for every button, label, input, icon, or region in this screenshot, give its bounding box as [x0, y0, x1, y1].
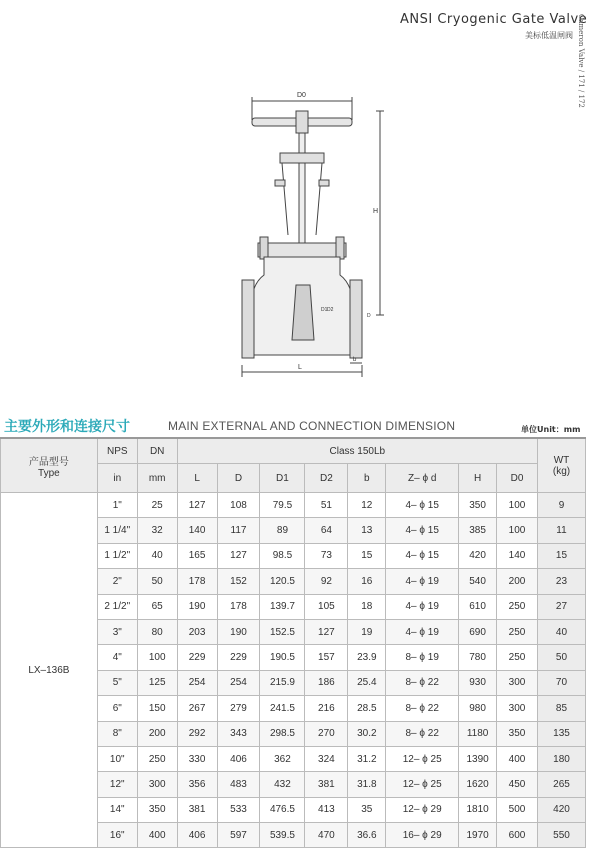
table-cell: 1" — [97, 493, 137, 518]
table-cell: 1810 — [459, 797, 497, 822]
label-l: L — [298, 364, 302, 371]
table-cell: 254 — [217, 670, 260, 695]
table-cell: 215.9 — [260, 670, 305, 695]
table-cell: 30.2 — [348, 721, 386, 746]
table-cell: 79.5 — [260, 493, 305, 518]
table-cell: 406 — [217, 746, 260, 771]
nps-header: NPS — [97, 438, 137, 464]
table-cell: 127 — [305, 619, 348, 644]
label-d2: D2 — [327, 307, 334, 313]
table-cell: 350 — [497, 721, 538, 746]
table-cell: 190 — [177, 594, 217, 619]
table-cell: 381 — [177, 797, 217, 822]
table-cell: 241.5 — [260, 696, 305, 721]
col-d0: D0 — [497, 464, 538, 493]
unit-label: 单位Unit：mm — [521, 425, 581, 434]
table-row — [1, 493, 586, 518]
table-cell: 690 — [459, 619, 497, 644]
table-cell: 92 — [305, 569, 348, 594]
table-cell: 350 — [459, 493, 497, 518]
table-cell: 483 — [217, 772, 260, 797]
table-cell: 31.8 — [348, 772, 386, 797]
table-cell: 500 — [497, 797, 538, 822]
table-cell: 27 — [537, 594, 585, 619]
table-cell: 356 — [177, 772, 217, 797]
table-cell: 400 — [497, 746, 538, 771]
table-cell: 80 — [137, 619, 177, 644]
table-cell: 10" — [97, 746, 137, 771]
table-cell: 597 — [217, 823, 260, 848]
table-cell: 12" — [97, 772, 137, 797]
table-cell: 127 — [177, 493, 217, 518]
col-z: Z– ϕ d — [386, 464, 459, 493]
table-cell: 108 — [217, 493, 260, 518]
table-cell: 539.5 — [260, 823, 305, 848]
table-cell: 8– ϕ 22 — [386, 721, 459, 746]
col-h: H — [459, 464, 497, 493]
table-cell: 16 — [348, 569, 386, 594]
table-cell: 157 — [305, 645, 348, 670]
table-cell: 385 — [459, 518, 497, 543]
table-cell: 31.2 — [348, 746, 386, 771]
table-cell: 16" — [97, 823, 137, 848]
label-h: H — [373, 208, 379, 215]
table-cell: 330 — [177, 746, 217, 771]
table-cell: 120.5 — [260, 569, 305, 594]
table-cell: 127 — [217, 543, 260, 568]
table-cell: 300 — [497, 670, 538, 695]
table-cell: 250 — [497, 619, 538, 644]
table-cell: 2" — [97, 569, 137, 594]
table-cell: 300 — [497, 696, 538, 721]
table-cell: 105 — [305, 594, 348, 619]
dn-header: DN — [137, 438, 177, 464]
table-cell: 780 — [459, 645, 497, 670]
table-cell: 32 — [137, 518, 177, 543]
table-cell: 610 — [459, 594, 497, 619]
table-cell: 216 — [305, 696, 348, 721]
type-header: 产品型号 Type — [1, 438, 98, 493]
table-cell: 406 — [177, 823, 217, 848]
table-cell: 100 — [137, 645, 177, 670]
table-cell: 2 1/2" — [97, 594, 137, 619]
type-cell: LX–136B — [1, 493, 98, 848]
table-cell: 350 — [137, 797, 177, 822]
table-cell: 100 — [497, 518, 538, 543]
table-cell: 200 — [137, 721, 177, 746]
col-d: D — [217, 464, 260, 493]
table-cell: 25.4 — [348, 670, 386, 695]
table-cell: 4– ϕ 19 — [386, 594, 459, 619]
table-cell: 200 — [497, 569, 538, 594]
table-cell: 89 — [260, 518, 305, 543]
table-cell: 400 — [137, 823, 177, 848]
dimension-table — [0, 437, 586, 848]
table-cell: 25 — [137, 493, 177, 518]
table-cell: 381 — [305, 772, 348, 797]
document-title: ANSI Cryogenic Gate Valve — [400, 12, 588, 27]
table-cell: 23 — [537, 569, 585, 594]
table-cell: 152.5 — [260, 619, 305, 644]
table-cell: 265 — [537, 772, 585, 797]
table-cell: 13 — [348, 518, 386, 543]
table-cell: 14" — [97, 797, 137, 822]
table-cell: 267 — [177, 696, 217, 721]
table-cell: 40 — [537, 619, 585, 644]
table-cell: 85 — [537, 696, 585, 721]
table-cell: 9 — [537, 493, 585, 518]
nps-unit: in — [97, 464, 137, 493]
label-d1: D1 — [321, 307, 328, 313]
table-cell: 1390 — [459, 746, 497, 771]
table-cell: 70 — [537, 670, 585, 695]
table-cell: 190 — [217, 619, 260, 644]
col-b: b — [348, 464, 386, 493]
table-cell: 28.5 — [348, 696, 386, 721]
table-cell: 36.6 — [348, 823, 386, 848]
table-cell: 1620 — [459, 772, 497, 797]
table-cell: 165 — [177, 543, 217, 568]
table-cell: 140 — [497, 543, 538, 568]
table-cell: 64 — [305, 518, 348, 543]
table-cell: 11 — [537, 518, 585, 543]
table-cell: 600 — [497, 823, 538, 848]
table-cell: 40 — [137, 543, 177, 568]
table-cell: 98.5 — [260, 543, 305, 568]
table-cell: 1 1/2" — [97, 543, 137, 568]
table-cell: 4– ϕ 19 — [386, 619, 459, 644]
table-cell: 12– ϕ 25 — [386, 772, 459, 797]
wt-header: WT (kg) — [537, 438, 585, 493]
table-cell: 432 — [260, 772, 305, 797]
table-cell: 190.5 — [260, 645, 305, 670]
table-cell: 1 1/4" — [97, 518, 137, 543]
table-cell: 420 — [537, 797, 585, 822]
label-d0: D0 — [297, 92, 306, 99]
table-cell: 186 — [305, 670, 348, 695]
table-cell: 100 — [497, 493, 538, 518]
table-cell: 980 — [459, 696, 497, 721]
table-cell: 270 — [305, 721, 348, 746]
table-cell: 930 — [459, 670, 497, 695]
label-b: b — [353, 357, 357, 363]
table-cell: 279 — [217, 696, 260, 721]
table-cell: 150 — [137, 696, 177, 721]
table-cell: 229 — [177, 645, 217, 670]
col-l: L — [177, 464, 217, 493]
table-cell: 3" — [97, 619, 137, 644]
table-cell: 1970 — [459, 823, 497, 848]
table-cell: 476.5 — [260, 797, 305, 822]
table-cell: 35 — [348, 797, 386, 822]
table-cell: 300 — [137, 772, 177, 797]
table-cell: 73 — [305, 543, 348, 568]
table-cell: 343 — [217, 721, 260, 746]
table-cell: 12– ϕ 29 — [386, 797, 459, 822]
table-cell: 12 — [348, 493, 386, 518]
table-cell: 8– ϕ 22 — [386, 670, 459, 695]
table-cell: 4– ϕ 15 — [386, 518, 459, 543]
table-cell: 362 — [260, 746, 305, 771]
col-d2: D2 — [305, 464, 348, 493]
table-cell: 229 — [217, 645, 260, 670]
table-cell: 540 — [459, 569, 497, 594]
table-cell: 250 — [137, 746, 177, 771]
table-cell: 420 — [459, 543, 497, 568]
table-cell: 8" — [97, 721, 137, 746]
table-cell: 140 — [177, 518, 217, 543]
table-cell: 550 — [537, 823, 585, 848]
table-cell: 135 — [537, 721, 585, 746]
dn-unit: mm — [137, 464, 177, 493]
table-cell: 4– ϕ 19 — [386, 569, 459, 594]
table-cell: 250 — [497, 594, 538, 619]
table-cell: 23.9 — [348, 645, 386, 670]
table-cell: 203 — [177, 619, 217, 644]
document-subtitle: 美标低温闸阀 — [525, 31, 573, 40]
table-cell: 50 — [537, 645, 585, 670]
section-title-cn: 主要外形和连接尺寸 — [4, 419, 130, 435]
table-cell: 152 — [217, 569, 260, 594]
table-cell: 5" — [97, 670, 137, 695]
gate-valve-drawing — [230, 85, 390, 380]
table-cell: 180 — [537, 746, 585, 771]
table-cell: 413 — [305, 797, 348, 822]
table-cell: 51 — [305, 493, 348, 518]
table-cell: 16– ϕ 29 — [386, 823, 459, 848]
table-cell: 450 — [497, 772, 538, 797]
table-cell: 15 — [348, 543, 386, 568]
table-cell: 65 — [137, 594, 177, 619]
table-cell: 4– ϕ 15 — [386, 543, 459, 568]
table-cell: 178 — [217, 594, 260, 619]
table-cell: 1180 — [459, 721, 497, 746]
side-note: Cameron Valve / 171 / 172 — [577, 14, 585, 108]
table-cell: 178 — [177, 569, 217, 594]
table-cell: 470 — [305, 823, 348, 848]
section-title-en: MAIN EXTERNAL AND CONNECTION DIMENSION — [168, 419, 456, 433]
table-cell: 19 — [348, 619, 386, 644]
col-d1: D1 — [260, 464, 305, 493]
table-cell: 117 — [217, 518, 260, 543]
table-cell: 324 — [305, 746, 348, 771]
label-d: D — [367, 313, 371, 319]
table-cell: 12– ϕ 25 — [386, 746, 459, 771]
table-cell: 533 — [217, 797, 260, 822]
table-cell: 8– ϕ 22 — [386, 696, 459, 721]
table-cell: 125 — [137, 670, 177, 695]
table-cell: 254 — [177, 670, 217, 695]
table-cell: 139.7 — [260, 594, 305, 619]
table-cell: 18 — [348, 594, 386, 619]
table-cell: 50 — [137, 569, 177, 594]
table-cell: 250 — [497, 645, 538, 670]
table-cell: 8– ϕ 19 — [386, 645, 459, 670]
table-cell: 298.5 — [260, 721, 305, 746]
table-cell: 4– ϕ 15 — [386, 493, 459, 518]
table-cell: 292 — [177, 721, 217, 746]
table-cell: 6" — [97, 696, 137, 721]
table-cell: 4" — [97, 645, 137, 670]
class-header: Class 150Lb — [177, 438, 537, 464]
table-cell: 15 — [537, 543, 585, 568]
